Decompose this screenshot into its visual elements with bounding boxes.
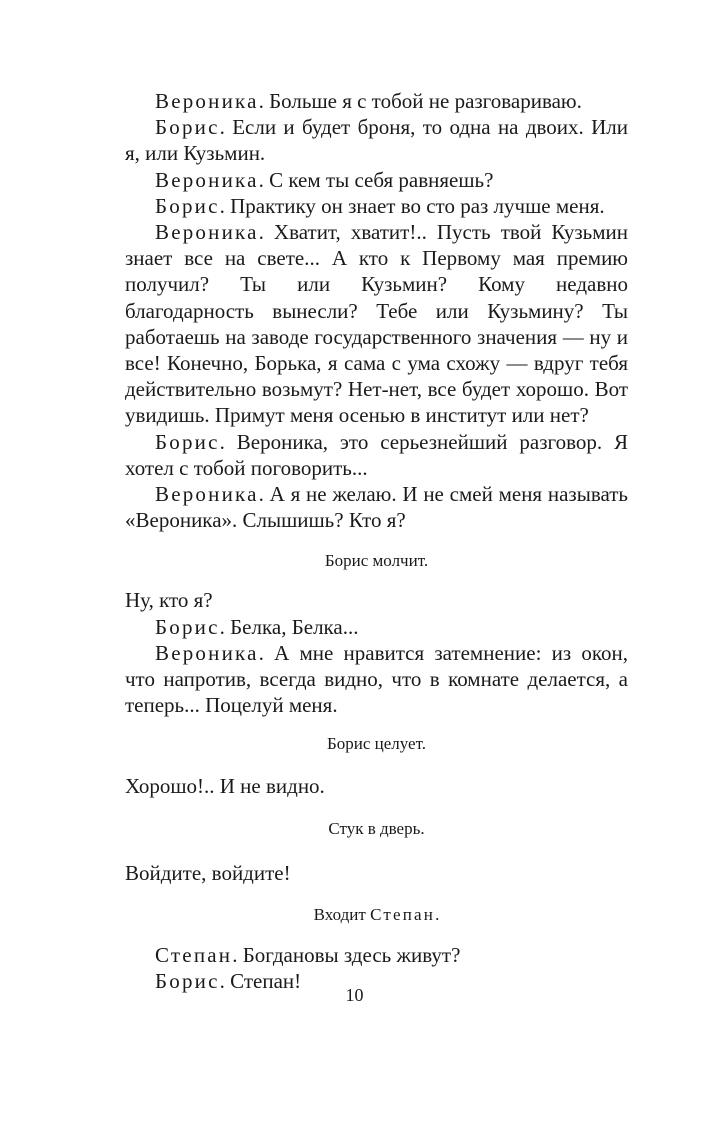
line-text: . Больше я с тобой не разговариваю. [258, 89, 582, 113]
stage-direction: Борис целует. [326, 734, 426, 754]
speaker-name: Вероника [155, 220, 259, 245]
line-text: . А мне нравится затемнение: из окон, что напротив, всегда видно, что в комнате делается, а теперь... Поцелуй меня. [125, 640, 628, 718]
dialogue-line [125, 114, 628, 166]
dialogue-line [125, 614, 628, 640]
speaker-name: Вероника [155, 89, 259, 113]
line-text: . Белка, Белка... [219, 614, 359, 639]
speaker-name: Борис [155, 193, 220, 218]
stage-text: Входит [313, 904, 371, 924]
speaker-name: Борис [155, 115, 220, 140]
speaker-name: Степан [370, 904, 436, 924]
speaker-name: Степан [155, 942, 233, 967]
speaker-name: Борис [155, 969, 220, 994]
speaker-name: Вероника [155, 640, 259, 665]
dialogue-line [125, 429, 628, 481]
dialogue-line [125, 942, 628, 968]
dialogue-line [125, 193, 628, 219]
speaker-name: Вероника [155, 482, 259, 507]
speaker-name: Вероника [155, 167, 259, 192]
stage-direction [125, 902, 628, 928]
text-column [125, 88, 628, 994]
stage-direction: Борис молчит. [324, 551, 429, 571]
line-text: . Вероника, это серьезнейший разговор. Я хотел с тобой поговорить... [125, 429, 628, 480]
line-text: . Если и будет броня, то одна на двоих. Или я, или Кузьмин. [125, 115, 628, 166]
line-text: . Степан! [219, 969, 302, 994]
line-text: . А я не желаю. И не смей меня называть «Вероника». Слышишь? Кто я? [125, 482, 628, 533]
page-number: 10 [345, 985, 364, 1005]
speaker-name: Борис [155, 429, 220, 454]
line-text: . Богдановы здесь живут? [232, 942, 461, 967]
dialogue-continuation: Ну, кто я? [125, 588, 213, 613]
dialogue-line [125, 640, 628, 719]
stage-text: . [435, 904, 440, 924]
line-text: . Практику он знает во сто раз лучше меня. [219, 193, 605, 218]
line-text: . Хватит, хватит!.. Пусть твой Кузьмин знает все на свете... А кто к Первому мая премию получил? Ты или Кузьмин? Кому недавно благодарность вынесли? Тебе или Кузьмину? Ты работаешь на заводе государственного значения — ну и все! Конечно, Борька, я сама с ума схожу — вдруг тебя действительно возьмут? Нет-нет, все будет хорошо. Вот увидишь. Примут меня осенью в институт или нет? [125, 220, 628, 428]
dialogue-line [125, 219, 628, 429]
speaker-name: Борис [155, 614, 220, 639]
dialogue-line [125, 88, 628, 114]
dialogue-line [125, 481, 628, 533]
dialogue-continuation: Хорошо!.. И не видно. [125, 774, 325, 799]
line-text: . С кем ты себя равняешь? [258, 167, 494, 192]
stage-direction: Стук в дверь. [328, 818, 425, 838]
dialogue-continuation: Войдите, войдите! [125, 860, 291, 885]
dialogue-line [125, 167, 628, 193]
